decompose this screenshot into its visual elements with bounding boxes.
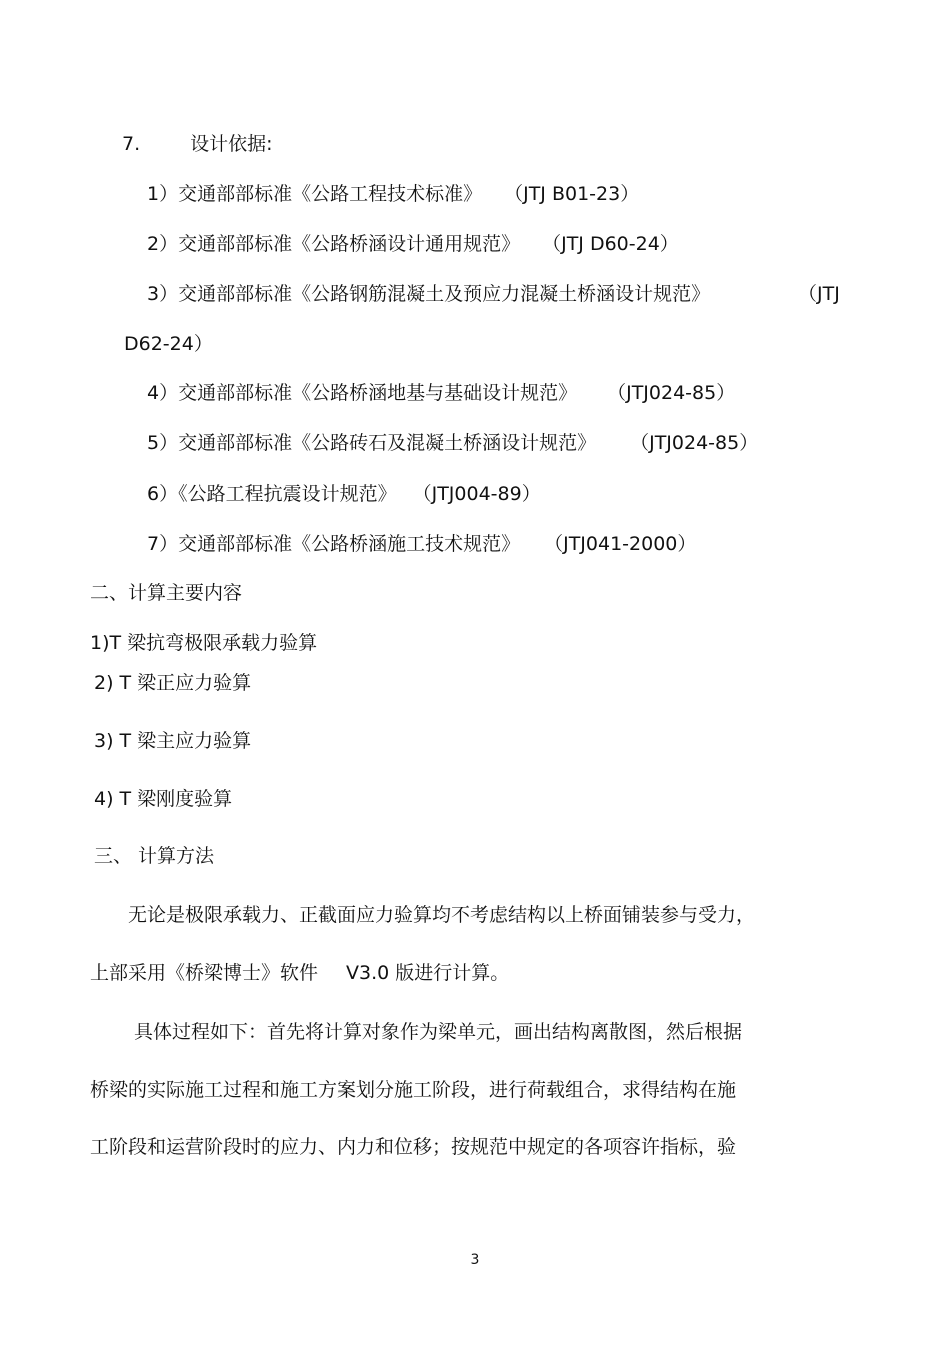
design-basis-item-5 xyxy=(147,430,758,456)
design-basis-item-text: 5）交通部部标准《公路砖石及混凝土桥涵设计规范》 xyxy=(147,432,597,454)
design-basis-item-7 xyxy=(147,531,696,557)
design-basis-item-code: （JTJ004-89） xyxy=(412,483,541,505)
design-basis-item-3-code xyxy=(798,281,840,307)
paragraph-line: 工阶段和运营阶段时的应力、内力和位移；按规范中规定的各项容许指标，验 xyxy=(90,1136,737,1158)
paragraph-line: 无论是极限承载力、正截面应力验算均不考虑结构以上桥面铺装参与受力， xyxy=(128,904,756,926)
design-basis-item-code: （JTJ xyxy=(798,283,840,305)
design-basis-item-3 xyxy=(147,281,710,307)
design-basis-number: 7. xyxy=(122,133,141,155)
design-basis-item-code: （JTJ024-85） xyxy=(607,382,736,404)
design-basis-item-text: 4）交通部部标准《公路桥涵地基与基础设计规范》 xyxy=(147,382,578,404)
design-basis-item-2 xyxy=(147,231,679,257)
paragraph-line: 具体过程如下：首先将计算对象作为梁单元，画出结构离散图，然后根据 xyxy=(134,1021,743,1043)
paragraph-line xyxy=(90,960,509,986)
design-basis-item-text: 2）交通部部标准《公路桥涵设计通用规范》 xyxy=(147,233,521,255)
design-basis-item-text: 3）交通部部标准《公路钢筋混凝土及预应力混凝土桥涵设计规范》 xyxy=(147,283,711,305)
design-basis-item-code: （JTJ041-2000） xyxy=(544,533,697,555)
design-basis-item-code: （JTJ024-85） xyxy=(630,432,759,454)
section2-item: 2) T 梁正应力验算 xyxy=(94,672,252,694)
design-basis-item-4 xyxy=(147,380,735,406)
design-basis-item-code: （JTJ B01-23） xyxy=(504,183,640,205)
design-basis-item-code: （JTJ D60-24） xyxy=(542,233,679,255)
paragraph-text: V3.0 版进行计算。 xyxy=(346,962,510,984)
design-basis-item-code: D62-24） xyxy=(124,333,213,355)
design-basis-heading xyxy=(122,131,273,157)
section2-heading: 二、计算主要内容 xyxy=(90,582,243,604)
design-basis-item-1 xyxy=(147,181,639,207)
design-basis-item-text: 6）《公路工程抗震设计规范》 xyxy=(147,483,397,505)
design-basis-item-text: 1）交通部部标准《公路工程技术标准》 xyxy=(147,183,483,205)
design-basis-item-6 xyxy=(147,481,541,507)
design-basis-item-text: 7）交通部部标准《公路桥涵施工技术规范》 xyxy=(147,533,521,555)
paragraph-text: 上部采用《桥梁博士》软件 xyxy=(90,962,319,984)
paragraph-line: 桥梁的实际施工过程和施工方案划分施工阶段，进行荷载组合，求得结构在施 xyxy=(90,1079,737,1101)
section3-heading: 三、 计算方法 xyxy=(94,845,215,867)
section2-item: 3) T 梁主应力验算 xyxy=(94,730,252,752)
design-basis-item-3-code-cont xyxy=(124,331,213,357)
section2-item: 1)T 梁抗弯极限承载力验算 xyxy=(90,632,318,654)
section2-item: 4) T 梁刚度验算 xyxy=(94,788,233,810)
page-number: 3 xyxy=(470,1252,480,1268)
design-basis-title: 设计依据: xyxy=(190,133,273,155)
